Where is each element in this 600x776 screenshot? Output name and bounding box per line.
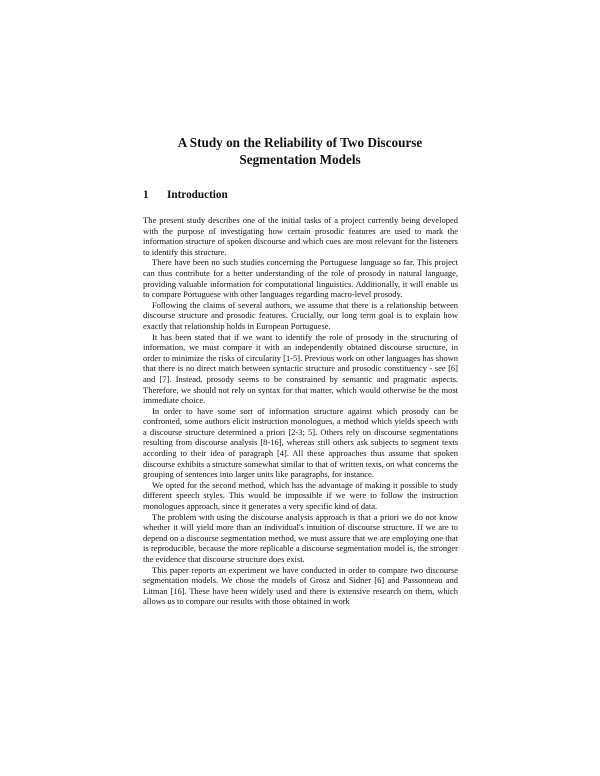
body-text bbox=[143, 215, 458, 607]
paragraph: We opted for the second method, which has the advantage of making it possible to study different speech styles. This would be impossible if we were to follow the instruction monologues approach, since it generates a very specific kind of data. bbox=[143, 479, 458, 512]
section-number: 1 bbox=[143, 189, 149, 201]
paragraph: In order to have some sort of information structure against which prosody can be confronted, some authors elicit instruction monologues, a method which yields speech with a discourse structure determined a priori [2-3; 5]. Others rely on discourse segmentations resulting from discourse analysis [8-16], whereas still others ask subjects to segment texts according to their idea of paragraph [4]. All these approaches thus assume that spoken discourse exhibits a structure somewhat similar to that of written texts, on what concerns the grouping of sentences into larger units like paragraphs, for instance. bbox=[143, 405, 458, 480]
paragraph: It has been stated that if we want to identify the role of prosody in the structuring of information, we must compare it with an independently obtained discourse structure, in order to minimize the risks of circularity [1-5]. Previous work on other languages has shown that there is no direct match between syntactic structure and prosodic constituency - see [6] and [7]. Instead, prosody seems to be constrained by semantic and pragmatic aspects. Therefore, we should not rely on syntax for that matter, which would otherwise be the most immediate choice. bbox=[143, 331, 458, 406]
paper-title-line-1: A Study on the Reliability of Two Discourse bbox=[177, 135, 423, 150]
paper-title-line-2: Segmentation Models bbox=[239, 152, 361, 167]
paragraph: This paper reports an experiment we have conducted in order to compare two discourse segmentation models. We chose the models of Grosz and Sidner [6] and Passonneau and Litman [16]. These have been widely used and there is extensive research on them, which allows us to compare our results with those obtained in work bbox=[143, 564, 458, 607]
section-heading bbox=[143, 189, 228, 201]
paragraph: The present study describes one of the initial tasks of a project currently being developed with the purpose of investigating how certain prosodic features are used to mark the information structure of spoken discourse and which cues are most relevant for the listeners to identify this structure. bbox=[143, 215, 458, 257]
paragraph: Following the claims of several authors, we assume that there is a relationship between discourse structure and prosodic features. Crucially, our long term goal is to explain how exactly that relationship holds in European Portuguese. bbox=[143, 299, 458, 331]
section-title: Introduction bbox=[167, 189, 228, 201]
paragraph: There have been no such studies concerning the Portuguese language so far. This project can thus contribute for a better understanding of the role of prosody in natural language, providing valuable information for computational linguistics. Additionally, it will enable us to compare Portuguese with other languages regarding macro-level prosody. bbox=[143, 257, 458, 300]
paragraph: The problem with using the discourse analysis approach is that a priori we do not know whether it will yield more than an individual's intuition of discourse structure. If we are to depend on a discourse segmentation method, we must assure that we are employing one that is reproducible, because the more replicable a discourse segmentation model is, the stronger the evidence that discourse structure does exist. bbox=[143, 511, 458, 564]
paper-title bbox=[140, 134, 460, 168]
